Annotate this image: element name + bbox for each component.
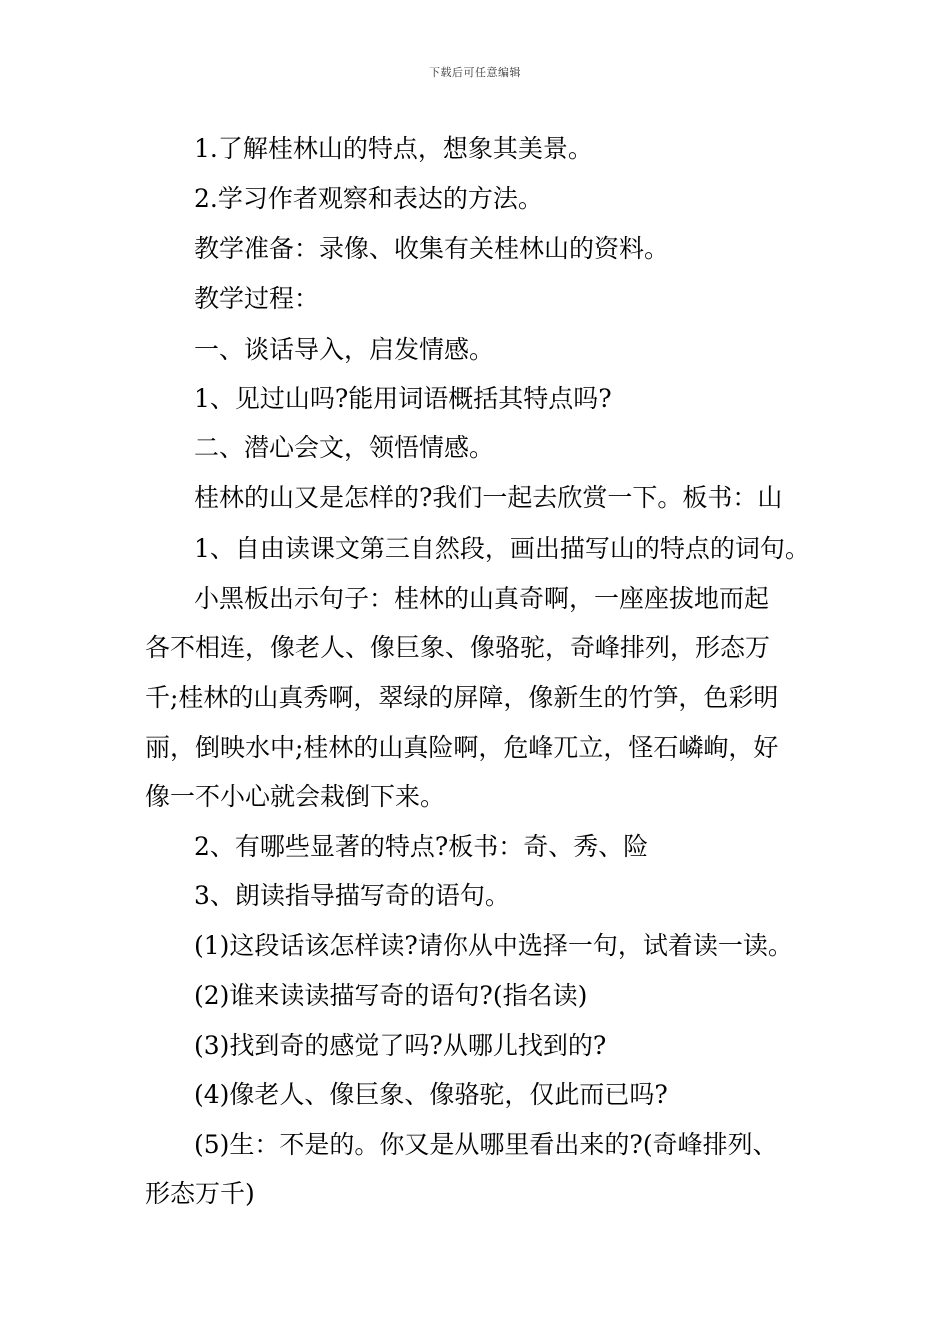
paragraph-continuation: 形态万千) bbox=[145, 1179, 255, 1208]
paragraph-continuation: 丽，倒映水中;桂林的山真险啊，危峰兀立，怪石嶙峋，好 bbox=[145, 733, 779, 762]
question-1: (1)这段话该怎样读?请你从中选择一句，试着读一读。 bbox=[194, 931, 793, 960]
paragraph: 小黑板出示句子：桂林的山真奇啊，一座座拔地而起 bbox=[194, 584, 770, 613]
objective-2: 2.学习作者观察和表达的方法。 bbox=[194, 184, 543, 213]
objective-1: 1.了解桂林山的特点，想象其美景。 bbox=[194, 134, 593, 163]
paragraph: 1、见过山吗?能用词语概括其特点吗? bbox=[194, 384, 612, 413]
paragraph-continuation: 千;桂林的山真秀啊，翠绿的屏障，像新生的竹笋，色彩明 bbox=[145, 683, 779, 712]
paragraph: 2、有哪些显著的特点?板书：奇、秀、险 bbox=[194, 832, 649, 861]
paragraph: 3、朗读指导描写奇的语句。 bbox=[194, 881, 510, 910]
question-4: (4)像老人、像巨象、像骆驼，仅此而已吗? bbox=[194, 1080, 668, 1109]
teaching-process-heading: 教学过程： bbox=[194, 284, 320, 313]
paragraph: 1、自由读课文第三自然段，画出描写山的特点的词句。 bbox=[194, 534, 810, 563]
paragraph-continuation: 各不相连，像老人、像巨象、像骆驼，奇峰排列，形态万 bbox=[145, 633, 771, 662]
question-3: (3)找到奇的感觉了吗?从哪儿找到的? bbox=[194, 1031, 607, 1060]
paragraph-continuation: 像一不小心就会栽倒下来。 bbox=[145, 782, 446, 811]
section-2-heading: 二、潜心会文，领悟情感。 bbox=[194, 433, 495, 462]
page-header: 下载后可任意编辑 bbox=[429, 66, 521, 79]
question-5: (5)生：不是的。你又是从哪里看出来的?(奇峰排列、 bbox=[194, 1130, 778, 1159]
question-2: (2)谁来读读描写奇的语句?(指名读) bbox=[194, 981, 588, 1010]
paragraph: 桂林的山又是怎样的?我们一起去欣赏一下。板书：山 bbox=[194, 483, 783, 512]
teaching-preparation: 教学准备：录像、收集有关桂林山的资料。 bbox=[194, 234, 670, 263]
section-1-heading: 一、谈话导入，启发情感。 bbox=[194, 335, 495, 364]
